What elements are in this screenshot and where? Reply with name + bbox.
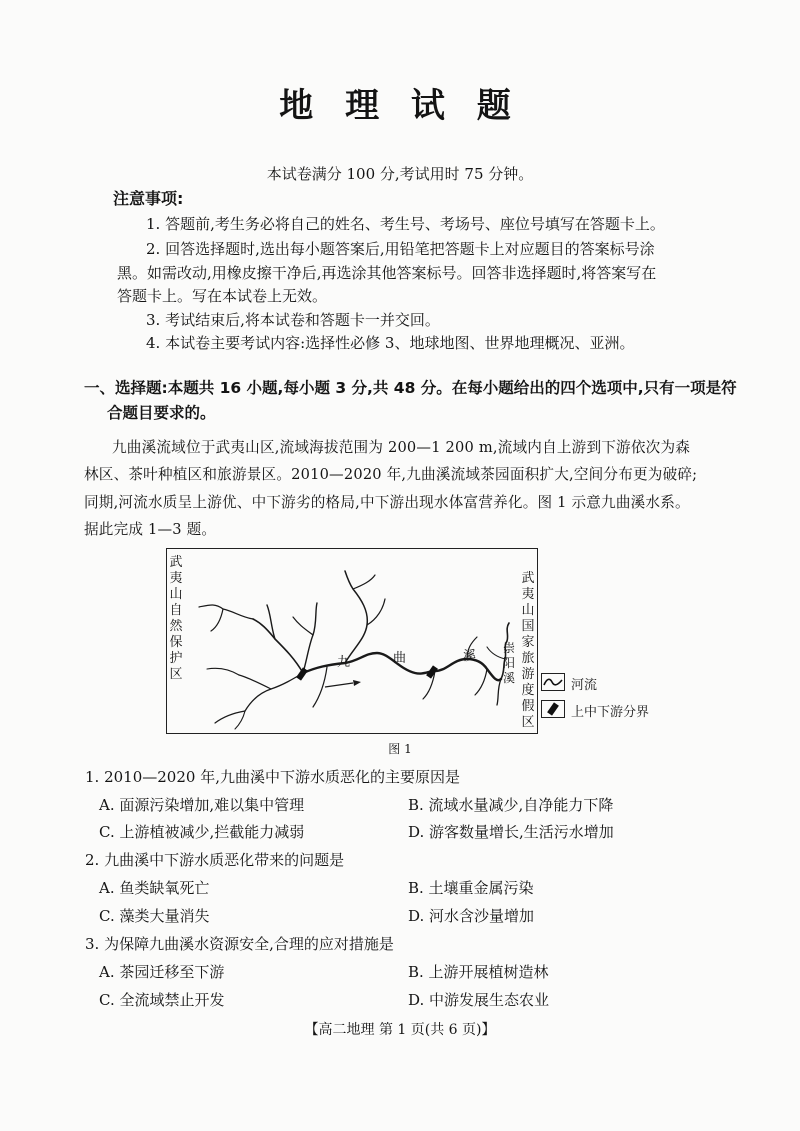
note-line: 4. 本试卷主要考试内容:选择性必修 3、地球地图、世界地理概况、亚洲。 [146,334,635,352]
left-region-label [169,555,183,683]
question-option[interactable]: C. 上游植被减少,拦截能力减弱 [99,823,305,841]
question-option[interactable]: A. 鱼类缺氧死亡 [99,879,210,897]
legend-boundary-label: 上中下游分界 [571,705,650,720]
exam-info: 本试卷满分 100 分,考试用时 75 分钟。 [266,165,534,183]
question-stem: 3. 为保障九曲溪水资源安全,合理的应对措施是 [85,935,394,953]
section-heading: 一、选择题:本题共 16 小题,每小题 3 分,共 48 分。在每小题给出的四个选项中,只有一项是符 [84,379,737,397]
left-region-text: 武夷山自然保护区 [169,555,183,682]
question-option[interactable]: D. 中游发展生态农业 [408,991,550,1009]
legend-river-icon [541,673,565,691]
question-option[interactable]: A. 面源污染增加,难以集中管理 [99,796,305,814]
page-footer: 【高二地理 第 1 页(共 6 页)】 [304,1022,496,1038]
question-option[interactable]: B. 上游开展植树造林 [408,963,549,981]
question-option[interactable]: B. 土壤重金属污染 [408,879,534,897]
notes-heading: 注意事项: [113,189,184,208]
note-line: 答题卡上。写在本试卷上无效。 [117,287,328,305]
passage-line: 同期,河流水质呈上游优、中下游劣的格局,中下游出现水体富营养化。图 1 示意九曲溪水系。 [84,494,690,511]
passage-line: 林区、茶叶种植区和旅游景区。2010—2020 年,九曲溪流域茶园面积扩大,空间分布更为破碎; [84,466,698,483]
question-stem: 2. 九曲溪中下游水质恶化带来的问题是 [85,851,345,869]
right-region-text: 武夷山国家旅游度假区 [521,571,535,730]
question-option[interactable]: D. 河水含沙量增加 [408,907,535,925]
note-line: 3. 考试结束后,将本试卷和答题卡一并交回。 [146,311,440,329]
section-heading-cont: 合题目要求的。 [107,404,216,422]
tributary-label-text: 崇阳溪 [502,641,515,685]
river-label-jiu: 九 [337,655,351,670]
passage-line: 据此完成 1—3 题。 [84,521,217,538]
question-option[interactable]: D. 游客数量增长,生活污水增加 [408,823,614,841]
river-network-drawing [167,549,536,732]
legend-boundary-icon [541,700,565,718]
tributary-label [502,641,516,686]
question-option[interactable]: A. 茶园迁移至下游 [99,963,225,981]
question-option[interactable]: B. 流域水量减少,自净能力下降 [408,796,614,814]
river-label-xi: 溪 [463,649,477,664]
page-title: 地 理 试 题 [279,86,521,126]
question-option[interactable]: C. 全流域禁止开发 [99,991,225,1009]
river-map [166,548,538,734]
river-label-qu: 曲 [393,651,407,666]
note-line: 黑。如需改动,用橡皮擦干净后,再选涂其他答案标号。回答非选择题时,将答案写在 [117,264,657,282]
question-stem: 1. 2010—2020 年,九曲溪中下游水质恶化的主要原因是 [85,768,460,786]
figure-caption: 图 1 [388,742,412,756]
note-line: 1. 答题前,考生务必将自己的姓名、考生号、考场号、座位号填写在答题卡上。 [146,215,665,233]
legend-river-label: 河流 [571,678,598,693]
passage-line: 九曲溪流域位于武夷山区,流域海拔范围为 200—1 200 m,流域内自上游到下游依次为森 [112,439,691,456]
right-region-label [521,571,535,731]
question-option[interactable]: C. 藻类大量消失 [99,907,210,925]
note-line: 2. 回答选择题时,选出每小题答案后,用铅笔把答题卡上对应题目的答案标号涂 [146,240,655,258]
